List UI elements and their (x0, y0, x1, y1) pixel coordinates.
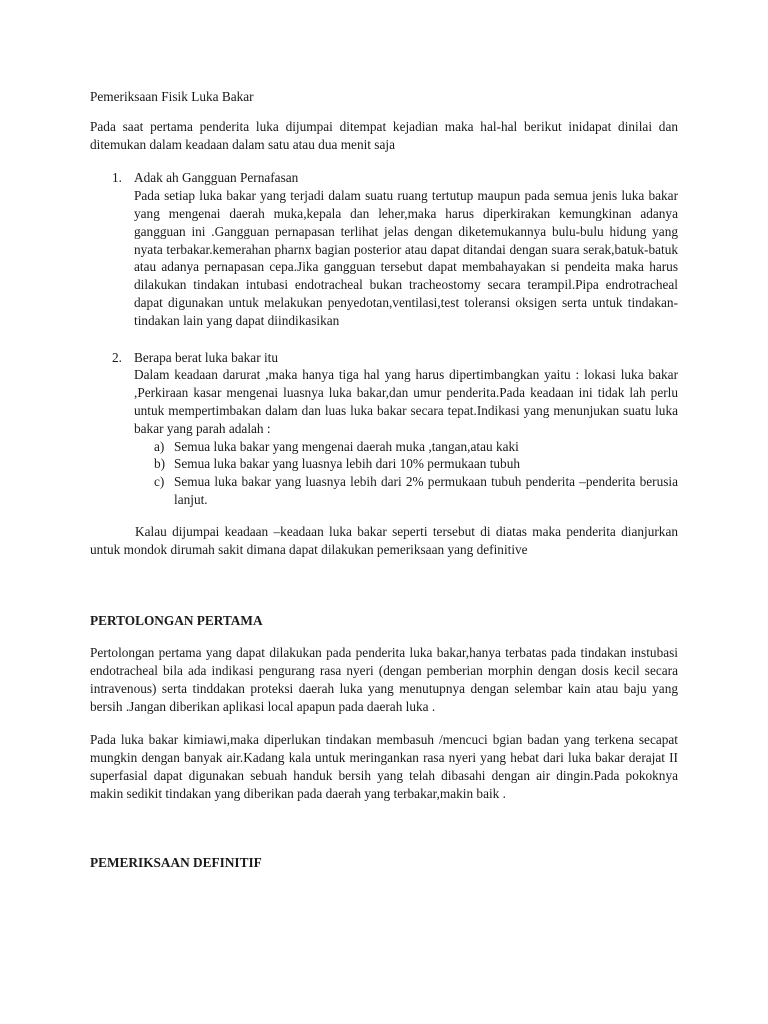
section-heading-pemeriksaan: PEMERIKSAAN DEFINITIF (90, 854, 262, 870)
section-heading-pertolongan: PERTOLONGAN PERTAMA (90, 613, 263, 629)
list-item-heading: Berapa berat luka bakar itu (134, 349, 278, 365)
closing-paragraph: Kalau dijumpai keadaan –keadaan luka bakar seperti tersebut di diatas maka penderita dianjurkan untuk mondok dirumah sakit dimana dapat dilakukan pemeriksaan yang definitive (90, 523, 678, 557)
list-item-body (134, 349, 678, 509)
list-number: 1. (112, 170, 122, 186)
intro-paragraph: Pada saat pertama penderita luka dijumpai ditempat kejadian maka hal-hal berikut inidapat dinilai dan ditemukan dalam keadaan dalam satu atau dua menit saja (90, 118, 678, 152)
list-item-heading: Adak ah Gangguan Pernafasan (134, 170, 299, 186)
body-paragraph: Pertolongan pertama yang dapat dilakukan pada penderita luka bakar,hanya terbatas pada tindakan instubasi endotracheal bila ada indikasi pengurang rasa nyeri (dengan pemberian morphin dengan dosis kecil secara intravenous) serta tinddakan proteksi daerah luka yang menutupnya dengan selembar kain atau baju yang bersih .Jangan diberikan aplikasi local apapun pada daerah luka . (90, 645, 678, 714)
sub-list-text: Semua luka bakar yang mengenai daerah muka ,tangan,atau kaki (174, 438, 519, 454)
sub-list-item (154, 438, 678, 456)
sub-list-item (154, 455, 678, 473)
list-item-text: Pada setiap luka bakar yang terjadi dalam suatu ruang tertutup maupun pada semua jenis luka bakar yang mengenai daerah muka,kepala dan leher,maka harus diperkirakan kemungkinan adanya gangguan ini .Gangguan pernapasan terlihat jelas dengan diketemukannya bulu-bulu hidung yang nyata terbakar.kemerahan pharnx bagian posterior atau dapat ditandai dengan suara serak,batuk-batuk atau adanya pernapasan cepa.Jika gangguan tersebut dapat membahayakan si pendeita maka harus dilakukan tindakan intubasi endotracheal bukan tracheostomy secara terampil.Pipa endrotracheal dapat digunakan untuk melakukan penyedotan,ventilasi,test toleransi oksigen serta untuk tindakan-tindakan lain yang dapat diindikasikan (134, 188, 678, 328)
sub-list-text: Semua luka bakar yang luasnya lebih dari 10% permukaan tubuh (174, 456, 520, 472)
sub-list-letter: a) (154, 438, 165, 454)
sub-list-letter: c) (154, 474, 165, 490)
sub-list-letter: b) (154, 456, 166, 472)
list-item-text: Dalam keadaan darurat ,maka hanya tiga hal yang harus dipertimbangkan yaitu : lokasi luka bakar ,Perkiraan kasar mengenai luasnya luka bakar,dan umur penderita.Pada keadaan ini tidak lah perlu untuk mempertimbakan dalam dan luas luka bakar secara tepat.Indikasi yang menunjukan suatu luka bakar yang parah adalah : (134, 367, 678, 436)
list-item-body (134, 169, 678, 329)
list-item (112, 349, 678, 509)
sub-list-text: Semua luka bakar yang luasnya lebih dari 2% permukaan tubuh penderita –penderita berusia lanjut. (174, 474, 678, 507)
sub-list-item (154, 473, 678, 509)
body-paragraph: Pada luka bakar kimiawi,maka diperlukan tindakan membasuh /mencuci bgian badan yang terkena secapat mungkin dengan banyak air.Kadang kala untuk meringankan rasa nyeri yang hebat dari luka bakar derajat II superfasial dapat digunakan sebuah handuk bersih yang telah dibasahi dengan air dingin.Pada pokoknya makin sedikit tindakan yang diberikan pada daerah yang terbakar,makin baik . (90, 732, 678, 801)
document-title: Pemeriksaan Fisik Luka Bakar (90, 89, 254, 104)
list-item (112, 169, 678, 329)
list-number: 2. (112, 349, 122, 365)
